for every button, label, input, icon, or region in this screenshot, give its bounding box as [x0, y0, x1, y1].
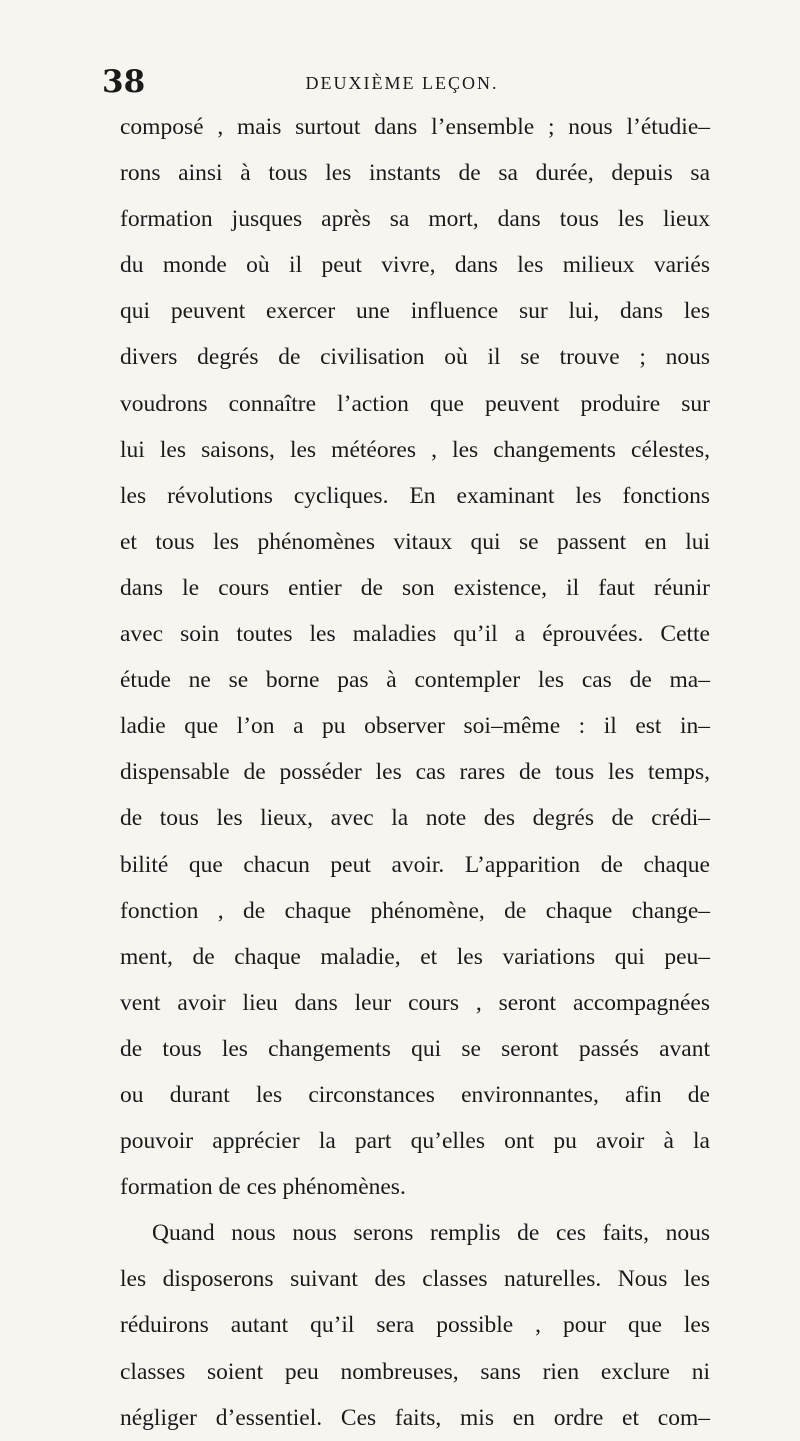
text-line: dispensable de posséder les cas rares de tous les temps,	[120, 759, 710, 786]
text-line: voudrons connaître l’action que peuvent produire sur	[120, 390, 710, 417]
text-line: rons ainsi à tous les instants de sa durée, depuis sa	[120, 160, 710, 187]
text-line: ladie que l’on a pu observer soi–même : il est in–	[120, 713, 710, 740]
page-header	[102, 62, 702, 102]
text-line: étude ne se borne pas à contempler les cas de ma–	[120, 667, 710, 694]
text-line: de tous les changements qui se seront passés avant	[120, 1035, 710, 1062]
text-line: bilité que chacun peut avoir. L’apparition de chaque	[120, 851, 710, 878]
text-line: avec soin toutes les maladies qu’il a éprouvées. Cette	[120, 621, 710, 648]
text-line: les disposerons suivant des classes naturelles. Nous les	[120, 1266, 710, 1293]
page-number: 38	[102, 64, 146, 100]
paragraph-start-line: Quand nous nous serons remplis de ces faits, nous	[152, 1220, 710, 1247]
text-line: lui les saisons, les météores , les changements célestes,	[120, 436, 710, 463]
text-line: réduirons autant qu’il sera possible , pour que les	[120, 1312, 710, 1339]
text-line: de tous les lieux, avec la note des degrés de crédi–	[120, 805, 710, 832]
text-line: vent avoir lieu dans leur cours , seront accompagnées	[120, 989, 710, 1016]
text-line: classes soient peu nombreuses, sans rien exclure ni	[120, 1358, 710, 1385]
text-line: négliger d’essentiel. Ces faits, mis en ordre et com–	[120, 1404, 710, 1431]
text-line: formation jusques après sa mort, dans tous les lieux	[120, 206, 710, 233]
text-line: composé , mais surtout dans l’ensemble ; nous l’étudie–	[120, 114, 710, 140]
text-line: divers degrés de civilisation où il se trouve ; nous	[120, 344, 710, 371]
paragraph-end-line: formation de ces phénomènes.	[120, 1174, 406, 1201]
running-head: DEUXIÈME LEÇON.	[305, 73, 499, 93]
text-line: du monde où il peut vivre, dans les milieux variés	[120, 252, 710, 279]
text-line: ment, de chaque maladie, et les variations qui peu–	[120, 943, 710, 970]
text-line: les révolutions cycliques. En examinant les fonctions	[120, 482, 710, 509]
text-line: qui peuvent exercer une influence sur lui, dans les	[120, 298, 710, 325]
text-line: et tous les phénomènes vitaux qui se passent en lui	[120, 528, 710, 555]
text-line: ou durant les circonstances environnantes, afin de	[120, 1081, 710, 1108]
text-line: pouvoir apprécier la part qu’elles ont pu avoir à la	[120, 1128, 710, 1155]
text-line: fonction , de chaque phénomène, de chaque change–	[120, 897, 710, 924]
body-text	[120, 104, 710, 1441]
text-line: dans le cours entier de son existence, il faut réunir	[120, 574, 710, 601]
